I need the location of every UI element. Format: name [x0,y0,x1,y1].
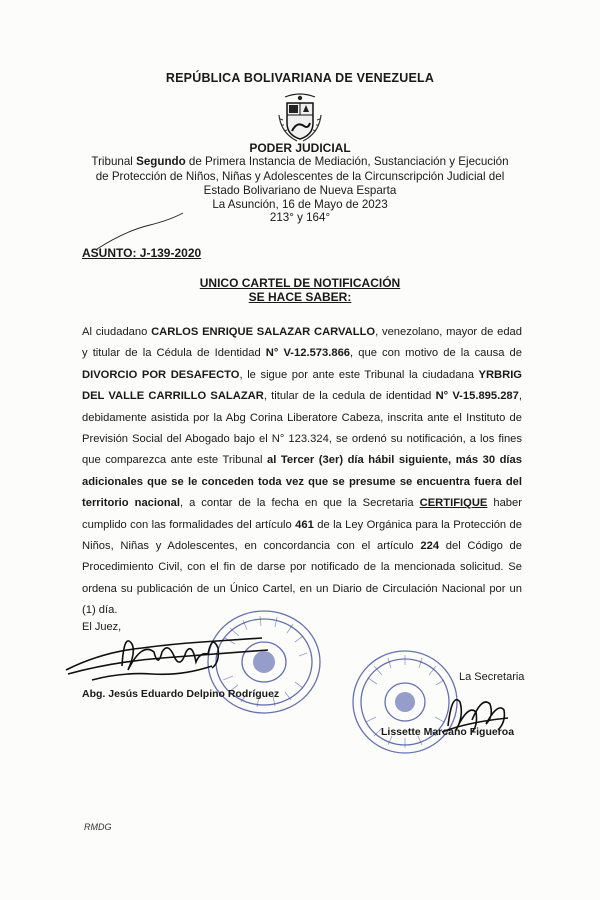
body-text: haber cumplido con las formalidades del artículo [82,497,522,531]
secretary-label: La Secretaria [459,671,525,683]
notice-body [82,322,522,622]
secretary-name: Lissette Marcano Figueroa [381,726,515,738]
judge-name: Abg. Jesús Eduardo Delpino Rodríguez [82,688,280,700]
years-line: 213° y 164° [269,211,331,224]
typist-initials: RMDG [84,822,112,832]
place-date: La Asunción, 16 de Mayo de 2023 [212,198,388,211]
judge-label: El Juez, [82,621,122,633]
tribunal-line3: Estado Bolivariano de Nueva Esparta [203,184,397,198]
body-text: , a contar de la fecha en que la Secretaria [180,497,420,510]
article-number: 224 [420,540,440,553]
deadline-text: al Tercer (3er) día hábil siguiente, más 30 días adicionales que se le conceden toda vez que se presume se encuentra fuera del territorio nacional [82,454,522,510]
plaintiff-name: YRBRIG DEL VALLE CARRILLO SALAZAR [82,368,523,403]
body-text: del Código de Procedimiento Civil, con el fin de darse por notificado de la mencionada solicitud. Se ordena su publicación de un Único Cartel, en un Diario de Circulación Nacional por un (1) día. [82,540,522,617]
article-number: 461 [295,518,314,531]
tribunal-line1-post: de Primera Instancia de Mediación, Sustanciación y Ejecución [185,155,509,168]
body-text: , titular de la cedula de identidad [263,390,436,403]
case-number: ASUNTO: J-139-2020 [82,246,202,260]
respondent-id: N° V-12.573.866 [265,347,351,360]
body-text: , venezolano, mayor de edad y titular de la Cédula de Identidad [82,326,522,360]
body-text: , le sigue por ante este Tribunal la ciudadana [239,368,479,381]
body-text: , que con motivo de la causa de [350,347,522,360]
body-text: Al ciudadano [82,326,152,338]
tribunal-line1-pre: Tribunal [91,155,137,168]
certify-word: CERTIFIQUE [419,497,488,510]
body-text: de la Ley Orgánica para la Protección de Niños, Niñas y Adolescentes, en concordancia con el artículo [82,518,522,553]
respondent-name: CARLOS ENRIQUE SALAZAR CARVALLO [151,326,376,338]
coat-of-arms-icon [277,93,323,143]
branch-heading: PODER JUDICIAL [249,141,351,155]
country-heading: REPÚBLICA BOLIVARIANA DE VENEZUELA [165,71,435,85]
tribunal-line2: de Protección de Niños, Niñas y Adolescentes de la Circunscripción Judicial del [95,169,505,183]
judge-signature-icon [62,622,272,692]
body-text: , debidamente asistida por la Abg Corina Liberatore Cabeza, inscrita ante el Instituto de Previsión Social del Abogado bajo el N° 123.324, se ordenó su notificación, a los fines que comparezca ante este Tribunal [82,390,522,467]
plaintiff-id: N° V-15.895.287 [435,390,519,403]
tribunal-block [0,155,600,199]
notice-title: UNICO CARTEL DE NOTIFICACIÓN [199,276,401,290]
notice-subtitle: SE HACE SABER: [248,290,352,304]
case-type: DIVORCIO POR DESAFECTO [82,368,240,381]
underline-flourish-icon [95,211,185,251]
tribunal-line1-bold: Segundo [136,155,186,168]
